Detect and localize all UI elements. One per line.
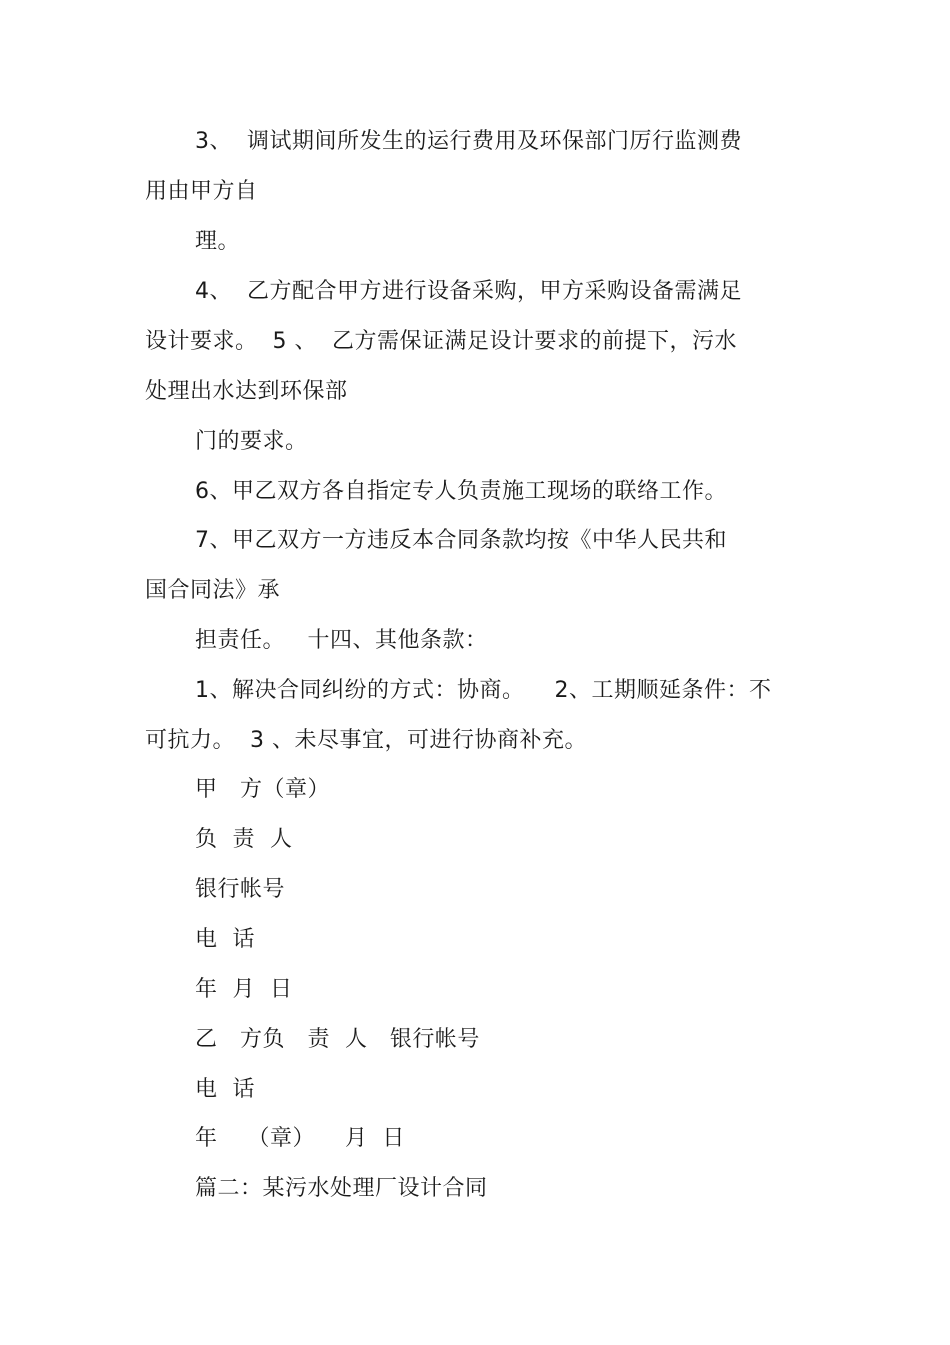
clause-6-line: 6、甲乙双方各自指定专人负责施工现场的联络工作。 — [195, 479, 727, 504]
party-a-bank-account-label: 银行帐号 — [195, 877, 286, 902]
party-b-date-seal-label: 年 （章） 月 日 — [195, 1126, 405, 1151]
section-14-heading-line: 担责任。 十四、其他条款： — [195, 628, 488, 653]
next-section-title: 篇二：某污水处理厂设计合同 — [195, 1176, 488, 1201]
party-a-phone-label: 电 话 — [195, 927, 255, 952]
clause-7-line-1: 7、甲乙双方一方违反本合同条款均按《中华人民共和 — [195, 528, 727, 553]
clause-3-line-3: 理。 — [195, 229, 241, 254]
clause-7-line-2: 国合同法》承 — [145, 578, 281, 603]
party-b-info-label: 乙 方负 责 人 银行帐号 — [195, 1027, 480, 1052]
clause-5-line-2: 处理出水达到环保部 — [145, 379, 348, 404]
party-a-responsible-label: 负 责 人 — [195, 827, 293, 852]
other-terms-line-2: 可抗力。 3 、未尽事宜，可进行协商补充。 — [145, 728, 587, 753]
clause-4-line-1: 4、 乙方配合甲方进行设备采购，甲方采购设备需满足 — [195, 279, 742, 304]
clause-4-5-line: 设计要求。 5 、 乙方需保证满足设计要求的前提下，污水 — [145, 329, 737, 354]
party-a-date-label: 年 月 日 — [195, 977, 293, 1002]
party-a-seal-label: 甲 方（章） — [195, 777, 330, 802]
clause-3-line-1: 3、 调试期间所发生的运行费用及环保部门厉行监测费 — [195, 129, 742, 154]
party-b-phone-label: 电 话 — [195, 1077, 255, 1102]
clause-5-line-3: 门的要求。 — [195, 429, 308, 454]
other-terms-line-1: 1、解决合同纠纷的方式：协商。 2、工期顺延条件：不 — [195, 678, 772, 703]
clause-3-line-2: 用由甲方自 — [145, 179, 258, 204]
